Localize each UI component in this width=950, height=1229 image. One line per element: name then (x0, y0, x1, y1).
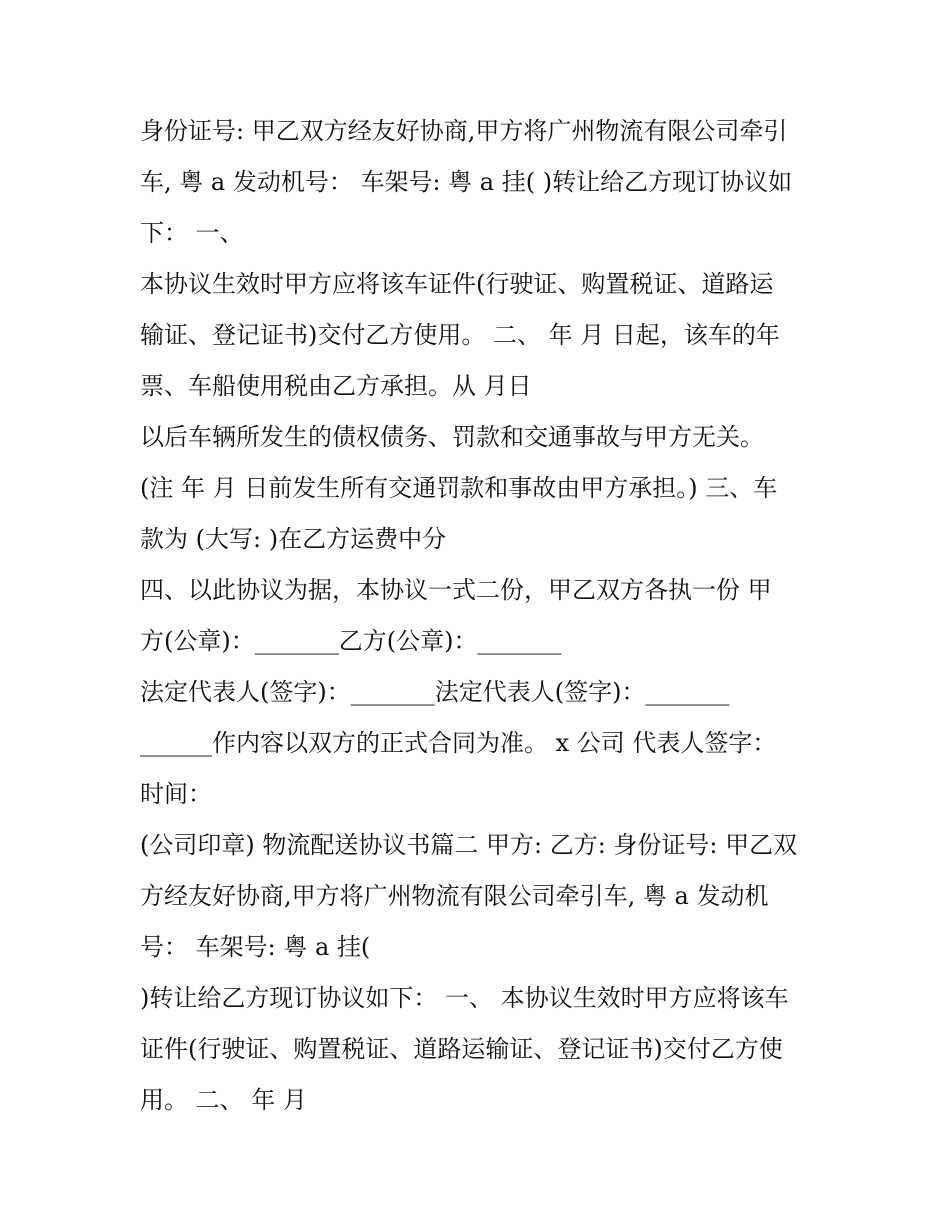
text-line: 身份证号: 甲乙双方经友好协商,甲方将广州物流有限公司牵引 (140, 117, 788, 145)
text-line: 票、车船使用税由乙方承担。从 月日 (140, 372, 532, 400)
text-line: 本协议生效时甲方应将该车证件(行驶证、购置税证、道路运 (140, 270, 774, 298)
text-line: 号： 车架号: 粤 a 挂( (140, 933, 371, 961)
text-line: 方经友好协商,甲方将广州物流有限公司牵引车, 粤 a 发动机 (140, 882, 769, 910)
date-line: 时间： (140, 780, 212, 808)
text-line: (注 年 月 日前发生所有交通罚款和事故由甲方承担。) 三、车 (140, 474, 778, 502)
text-line: 以后车辆所发生的债权债务、罚款和交通事故与甲方无关。 (140, 423, 764, 451)
text-line: 款为 (大写: )在乙方运费中分 (140, 525, 447, 553)
text-line: 输证、登记证书)交付乙方使用。 二、 年 月 日起，该车的年 (140, 321, 780, 349)
signature-line: 方(公章)：_______乙方(公章)：_______ (140, 627, 562, 655)
text-line: )转让给乙方现订协议如下： 一、 本协议生效时甲方应将该车 (140, 984, 789, 1012)
signature-line: 法定代表人(签字)：_______法定代表人(签字)：_______ (140, 678, 730, 706)
text-line: 证件(行驶证、购置税证、道路运输证、登记证书)交付乙方使 (140, 1035, 783, 1063)
text-line: 用。 二、 年 月 (140, 1086, 307, 1114)
text-line: 车, 粤 a 发动机号： 车架号: 粤 a 挂( )转让给乙方现订协议如 (140, 168, 793, 196)
text-line: (公司印章) 物流配送协议书篇二 甲方: 乙方: 身份证号: 甲乙双 (140, 831, 798, 859)
text-line: ______作内容以双方的正式合同为准。 x 公司 代表人签字： (140, 729, 777, 757)
document-body (140, 106, 840, 1126)
text-line: 四、以此协议为据，本协议一式二份，甲乙双方各执一份 甲 (140, 576, 772, 604)
text-line: 下： 一、 (140, 219, 244, 247)
